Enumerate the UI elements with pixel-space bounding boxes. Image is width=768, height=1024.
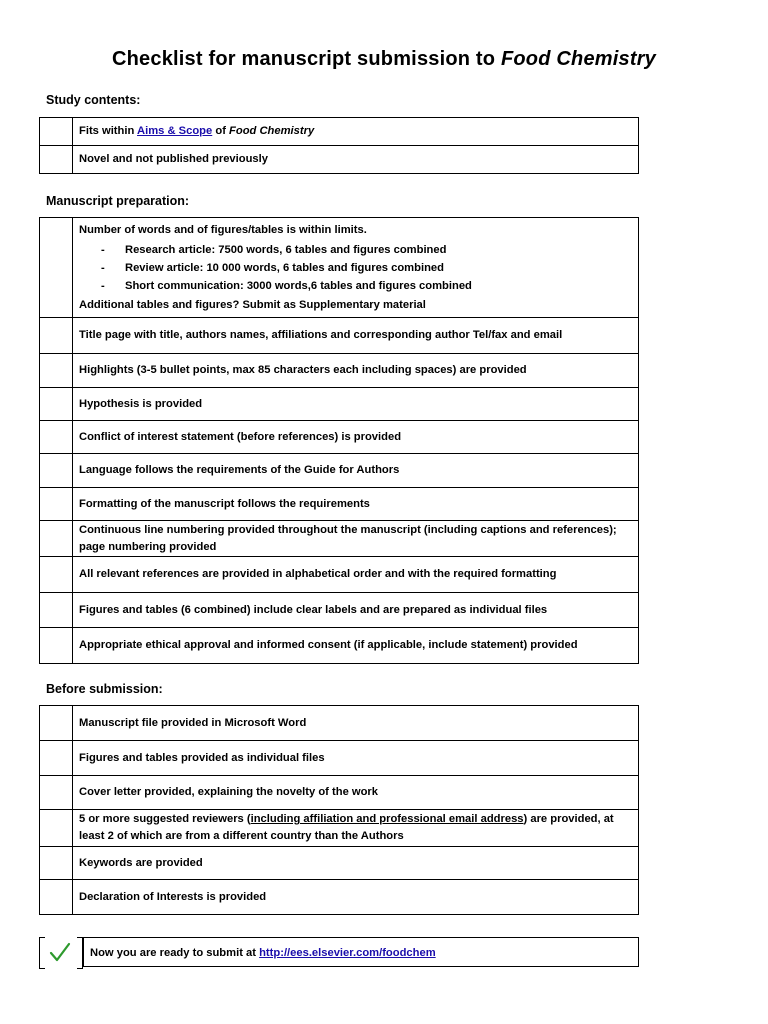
list-item: - Short communication: 3000 words,6 tables and figures combined <box>101 277 632 295</box>
item-text: Figures and tables provided as individual files <box>73 741 639 776</box>
checkbox-cell[interactable] <box>40 354 73 388</box>
checkbox-cell[interactable] <box>40 454 73 488</box>
table-row <box>40 488 639 521</box>
list-item: - Review article: 10 000 words, 6 tables and figures combined <box>101 259 632 277</box>
final-row <box>39 937 639 969</box>
limits-list <box>79 241 632 295</box>
table-row <box>40 706 639 741</box>
table-row <box>40 593 639 628</box>
checkbox-cell[interactable] <box>40 118 73 146</box>
item-text: Formatting of the manuscript follows the requirements <box>73 488 639 521</box>
checkbox-cell[interactable] <box>40 146 73 174</box>
item-text: Figures and tables (6 combined) include clear labels and are prepared as individual files <box>73 593 639 628</box>
table-row <box>40 521 639 557</box>
table-row <box>40 388 639 421</box>
checkmark-icon <box>49 941 71 968</box>
checkbox-cell[interactable] <box>40 810 73 847</box>
item-text: Language follows the requirements of the Guide for Authors <box>73 454 639 488</box>
submission-link[interactable]: http://ees.elsevier.com/foodchem <box>259 947 436 959</box>
table-row <box>40 118 639 146</box>
checkbox-cell[interactable] <box>40 880 73 915</box>
item-novel: Novel and not published previously <box>73 146 639 174</box>
table-row <box>40 454 639 488</box>
item-reviewers: 5 or more suggested reviewers (including affiliation and professional email address) are provided, at least 2 of which are from a different country than the Authors <box>73 810 639 847</box>
checkbox-cell[interactable] <box>40 847 73 880</box>
item-text: Appropriate ethical approval and informed consent (if applicable, include statement) provided <box>73 628 639 664</box>
item-text: Highlights (3-5 bullet points, max 85 characters each including spaces) are provided <box>73 354 639 388</box>
section-heading-preparation: Manuscript preparation: <box>46 194 190 208</box>
checkbox-cell[interactable] <box>40 741 73 776</box>
table-row <box>40 776 639 810</box>
table-row <box>40 421 639 454</box>
item-text: Manuscript file provided in Microsoft Word <box>73 706 639 741</box>
checkbox-cell[interactable] <box>40 557 73 593</box>
checkbox-cell[interactable] <box>40 628 73 664</box>
item-limits: Number of words and of figures/tables is within limits. - Research article: 7500 words, 6 tables and figures combined - Review article: 10 000 words, 6 tables and figures combined - Short communication: 3000 words,6 tables and figures combined Additional tables and figures? Submit as Supplementary material <box>73 218 639 318</box>
final-box: Now you are ready to submit at http://ees.elsevier.com/foodchem <box>83 937 639 967</box>
checkbox-cell[interactable] <box>40 388 73 421</box>
table-row <box>40 847 639 880</box>
item-text: All relevant references are provided in alphabetical order and with the required formatting <box>73 557 639 593</box>
table-row <box>40 810 639 847</box>
checkbox-cell[interactable] <box>40 218 73 318</box>
item-text: Keywords are provided <box>73 847 639 880</box>
checkbox-cell[interactable] <box>40 776 73 810</box>
checkbox-cell[interactable] <box>40 318 73 354</box>
checkbox-cell[interactable] <box>40 488 73 521</box>
item-text: Continuous line numbering provided throughout the manuscript (including captions and references); page numbering provided <box>73 521 639 557</box>
table-row <box>40 557 639 593</box>
checkbox-cell[interactable] <box>40 593 73 628</box>
item-text: Declaration of Interests is provided <box>73 880 639 915</box>
item-text: Title page with title, authors names, affiliations and corresponding author Tel/fax and email <box>73 318 639 354</box>
study-table <box>39 117 639 174</box>
preparation-table <box>39 217 639 664</box>
page-title <box>0 48 768 71</box>
before-table <box>39 705 639 915</box>
bracket-left <box>39 937 45 969</box>
checkbox-cell[interactable] <box>40 521 73 557</box>
table-row <box>40 741 639 776</box>
item-text: Cover letter provided, explaining the novelty of the work <box>73 776 639 810</box>
item-text: Conflict of interest statement (before references) is provided <box>73 421 639 454</box>
table-row <box>40 628 639 664</box>
table-row <box>40 880 639 915</box>
table-row <box>40 318 639 354</box>
section-heading-before: Before submission: <box>46 682 163 696</box>
title-journal: Food Chemistry <box>500 48 657 70</box>
checkbox-cell[interactable] <box>40 706 73 741</box>
checkbox-cell[interactable] <box>40 421 73 454</box>
item-text: Hypothesis is provided <box>73 388 639 421</box>
item-scope: Fits within Aims & Scope of Food Chemistry <box>73 118 639 146</box>
section-heading-study: Study contents: <box>46 93 141 107</box>
table-row <box>40 218 639 318</box>
title-text: Checklist for manuscript submission to <box>111 48 501 70</box>
table-row <box>40 146 639 174</box>
table-row <box>40 354 639 388</box>
list-item: - Research article: 7500 words, 6 tables and figures combined <box>101 241 632 259</box>
aims-scope-link[interactable]: Aims & Scope <box>137 125 213 137</box>
